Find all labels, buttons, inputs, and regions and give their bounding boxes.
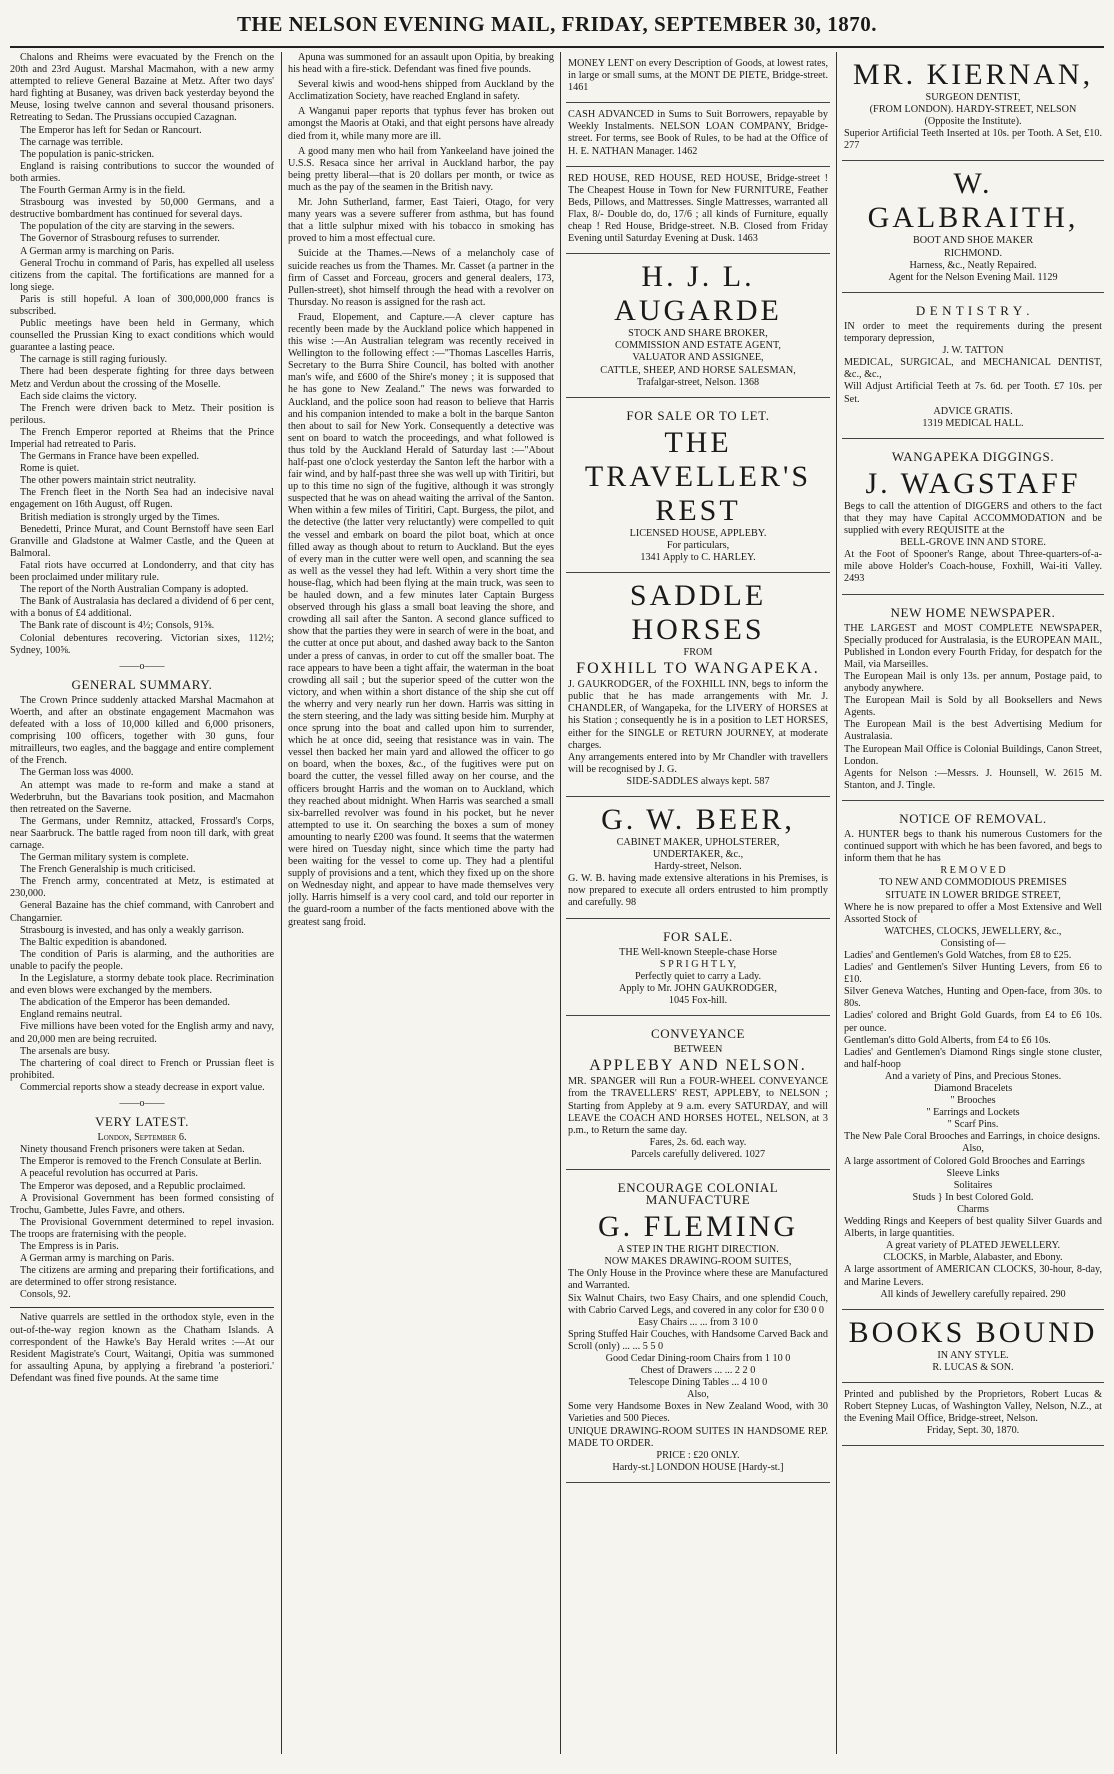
ad-line: Harness, &c., Neatly Repaired. [909,259,1037,271]
summary-paragraph: The arsenals are busy. [20,1045,110,1057]
summary-paragraph: The French army, concentrated at Metz, is estimated at 230,000. [10,876,274,900]
advertisement-hjl-augarde [566,254,830,397]
ad-line: Wedding Rings and Keepers of best quality Silver Guards and Alberts, in large quantities. [844,1216,1102,1240]
ad-line: Ladies' colored and Bright Gold Guards, from £4 to £6 10s. per ounce. [844,1010,1102,1034]
ad-heading: D E N T I S T R Y . [915,302,1031,318]
ad-subheading: BETWEEN [673,1044,723,1056]
news-paragraph: Colonial debentures recovering. Victorian sixes, 112½; Sydney, 100⅝. [10,632,274,656]
advertisement-imprint [842,1383,1104,1446]
ad-title: MR. KIERNAN, [852,58,1094,91]
ad-line: For particulars, [666,539,730,551]
ad-line: Spring Stuffed Hair Couches, with Handsome Carved Back and Scroll (only) ... ... 5 5 0 [568,1328,828,1352]
ad-heading: FOR SALE. [663,928,733,944]
summary-paragraph: The Crown Prince suddenly attacked Marshal Macmahon at Woerth, and after an obstinate engagement Macmahon was defeated with a loss of 10,000 killed and 6,000 prisoners, comprising 100 officers, together with 30 guns, four mitrailleurs, two eagles, and the baggage and entire complement of the French. [10,694,274,767]
news-paragraph: The population is panic-stricken. [20,148,155,160]
ad-line: (FROM LONDON). HARDY-STREET, NELSON [869,104,1077,116]
ad-line: LICENSED HOUSE, APPLEBY. [629,527,767,539]
summary-paragraph: Strasbourg is invested, and has only a weakly garrison. [20,924,244,936]
ad-line: Diamond Bracelets [933,1083,1013,1094]
ad-line: Good Cedar Dining-room Chairs from 1 10 0 [605,1353,791,1364]
column-advertisements-2 [842,52,1104,1754]
summary-paragraph: Five millions have been voted for the English army and navy, and 20,000 men are being recruited. [10,1021,274,1045]
ad-line: MONEY LENT on every Description of Goods, at lowest rates, in large or small sums, at the MONT DE PIETE, Bridge-street. 1461 [568,58,828,94]
ad-line: 1341 Apply to C. HARLEY. [640,551,756,563]
ad-line: The European Mail Office is Colonial Buildings, Canon Street, London. [844,743,1102,767]
newspaper-page [10,0,1104,1764]
latest-paragraph: The Emperor was deposed, and a Republic proclaimed. [20,1180,246,1192]
news-paragraph: The Bank of Australasia has declared a dividend of 6 per cent, with a bonus of £4 additional. [10,596,274,620]
ad-line: Ladies' and Gentlemen's Silver Hunting Levers, from £6 to £10. [844,962,1102,986]
ad-line: Fares, 2s. 6d. each way. [649,1136,747,1148]
news-paragraph: Strasbourg was invested by 50,000 Germans, and a destructive bombardment has continued for several days. [10,197,274,221]
ad-line: " Scarf Pins. [947,1119,999,1131]
ad-line: Begs to call the attention of DIGGERS and others to the fact that they may have Capital ACCOMMODATION and be supplied with every REQUISITE at the [844,500,1102,537]
ad-line: TO NEW AND COMMODIOUS PREMISES [879,877,1067,889]
ad-line: Perfectly quiet to carry a Lady. [634,970,762,982]
advertisement-fleming [566,1170,830,1483]
ad-line: 1045 Fox-hill. [668,995,728,1007]
latest-paragraph: A Provisional Government has been formed consisting of Trochu, Gambette, Jules Favre, and others. [10,1192,274,1216]
ad-line: " Brooches [950,1095,996,1107]
latest-paragraph: A peaceful revolution has occurred at Paris. [20,1168,198,1180]
local-news-paragraph: Mr. John Sutherland, farmer, East Taieri, Otago, for very many years was a severe sufferer from asthma, but has found that a little sulphur mixed with his tobacco in smoking has proved to him a most effectual cure. [288,197,554,245]
ad-title: BOOKS BOUND [848,1315,1098,1349]
ad-subheading: A STEP IN THE RIGHT DIRECTION. [617,1244,779,1256]
ad-line: Will Adjust Artificial Teeth at 7s. 6d. per Tooth. £7 10s. per Set. [844,381,1102,405]
summary-paragraph: The French Generalship is much criticised. [20,864,196,876]
ad-line: Also, [962,1143,984,1155]
column-rule [281,52,282,1754]
news-paragraph: The French Emperor reported at Rheims that the Prince Imperial had retreated to Paris. [10,426,274,450]
ad-heading: WANGAPEKA DIGGINGS. [891,448,1055,464]
ad-line: MEDICAL, SURGICAL, and MECHANICAL DENTIST, &c., &c., [844,357,1102,381]
news-paragraph: The Fourth German Army is in the field. [20,185,186,197]
summary-paragraph: The chartering of coal direct to French or Prussian fleet is prohibited. [10,1057,274,1081]
advertisement-newspaper [842,595,1104,801]
ad-line: IN ANY STYLE. [937,1349,1009,1361]
ad-title: J. WAGSTAFF [865,466,1081,500]
ad-subheading: FROM [683,647,713,659]
news-paragraph: The Governor of Strasbourg refuses to surrender. [20,233,220,245]
ad-line: COMMISSION AND ESTATE AGENT, [615,340,781,352]
ad-line: Ladies' and Gentlemen's Diamond Rings single stone cluster, and half-hoop [844,1046,1102,1070]
advertisement-for-sale [566,919,830,1017]
ad-line: UNIQUE DRAWING-ROOM SUITES IN HANDSOME REP. MADE TO ORDER. [568,1425,828,1449]
ad-heading: ENCOURAGE COLONIAL MANUFACTURE [617,1179,779,1208]
latest-paragraph: The Empress is in Paris. [20,1241,119,1252]
news-paragraph: The report of the North Australian Company is adopted. [20,584,249,596]
ad-line: CATTLE, SHEEP, AND HORSE SALESMAN, [600,364,796,376]
ad-line: SITUATE IN LOWER BRIDGE STREET, [885,889,1061,901]
local-news-paragraph: Suicide at the Thames.—News of a melancholy case of suicide reaches us from the Thames. Mr. Casset (a partner in the firm of Casset and Forceau, grocers and general dealers, 173, Pullen-street), shot himself through the head with a revolver on Thursday. No reason is assigned for the rash act. [288,248,554,308]
native-paragraph: Native quarrels are settled in the orthodox style, even in the out-of-the-way region known as the Chatham Islands. A correspondent of the Hawke's Bay Herald writes :—At our Resident Magistrate's Court, Waitangi, Opitia was summoned for assaulting Apuna, by applying a firebrand 'a posteriori.' Defendant was fined five pounds. At the same time [10,1312,274,1384]
ad-line: PRICE : £20 ONLY. [656,1449,740,1461]
column-news [10,52,274,1754]
summary-paragraph: The Germans, under Remnitz, attacked, Frossard's Corps, near Saarbruck. The battle raged from noon till dark, with great carnage. [10,815,274,851]
section-heading: GENERAL SUMMARY. [71,676,213,692]
ad-line: Solitaires [953,1179,993,1191]
ad-heading: CONVEYANCE [650,1026,746,1042]
ad-heading: NOTICE OF REMOVAL. [899,810,1047,826]
news-paragraph: Public meetings have been held in Germany, which counselled the Prussian King to exact conditions which would guarantee a lasting peace. [10,318,274,354]
ad-line: At the Foot of Spooner's Range, about Three-quarters-of-a-mile above Holder's Coach-house, Foxhill, Wai-iti Valley. 2493 [844,549,1102,585]
ad-title: G. FLEMING [598,1210,798,1244]
ad-line: J. GAUKRODGER, of the FOXHILL INN, begs to inform the public that he has made arrangements with Mr. J. CHANDLER, of Wangapeka, for the LIVERY of HORSES at his Station ; consequently he is in a position to LET HORSES, either for the SINGLE or RETURN JOURNEY, at moderate charges. [568,679,828,751]
advertisement-for-sale-let [566,398,830,573]
ad-line: RED HOUSE, RED HOUSE, RED HOUSE, Bridge-street ! The Cheapest House in Town for New FURNITURE, Feather Beds, Pillows, and Mattresses. Single Mattresses, warranted all Flax, 8/- Double do, do, 17/6 ; all kinds of Furniture, equally cheap ! Red House, Bridge-street. N.B. Closed from Friday Evening until Saturday Evening at Dusk. 1463 [568,172,828,245]
ad-line: Charms [957,1203,989,1215]
ad-line: Friday, Sept. 30, 1870. [926,1425,1020,1437]
ad-line: Chest of Drawers ... ... 2 2 0 [640,1365,756,1377]
local-news-paragraph: Apuna was summoned for an assault upon Opitia, by breaking his head with a fire-stick. Defendant was fined five pounds. [288,52,554,76]
ad-title-secondary: APPLEBY AND NELSON. [589,1057,807,1075]
news-paragraph: Each side claims the victory. [20,390,137,402]
latest-paragraph: Ninety thousand French prisoners were taken at Sedan. [20,1144,245,1156]
section-heading: VERY LATEST. [95,1114,189,1130]
ad-line: And a variety of Pins, and Precious Stones. [884,1070,1062,1082]
dateline: London, September 6. [97,1132,187,1144]
advertisement-conveyance [566,1016,830,1170]
column-advertisements-1 [566,52,830,1754]
summary-paragraph: England remains neutral. [20,1009,123,1021]
news-paragraph: Rome is quiet. [20,463,80,475]
ad-line: G. W. B. having made extensive alterations in his Premises, is now prepared to execute all orders entrusted to him promptly and carefully. 98 [568,873,828,909]
ad-line: STOCK AND SHARE BROKER, [628,328,768,340]
news-paragraph: There had been desperate fighting for three days between Metz and Verdun about the crossing of the Moselle. [10,366,274,390]
news-paragraph: England is raising contributions to succor the wounded of both armies. [10,160,274,184]
news-paragraph: Fatal riots have occurred at Londonderry, and that city has been proclaimed under military rule. [10,559,274,584]
ad-line: A. HUNTER begs to thank his numerous Customers for the continued support with which he has been favored, and begs to inform them that he has [844,829,1102,865]
ad-line: Also, [687,1389,709,1401]
summary-paragraph: The German military system is complete. [20,852,189,864]
news-paragraph: The carnage is still raging furiously. [20,354,168,366]
ad-title-secondary: FOXHILL TO WANGAPEKA. [576,660,820,678]
ad-heading: NEW HOME NEWSPAPER. [890,604,1056,620]
ad-line: Superior Artificial Teeth Inserted at 10s. per Tooth. A Set, £10. 277 [844,128,1102,152]
ad-line: NOW MAKES DRAWING-ROOM SUITES, [604,1256,792,1268]
ad-line: BELL-GROVE INN AND STORE. [900,537,1046,549]
ad-line: A great variety of PLATED JEWELLERY. [885,1240,1061,1252]
ad-line: " Earrings and Lockets [926,1107,1020,1119]
ad-line: Trafalgar-street, Nelson. 1368 [636,376,760,388]
ad-line: J. W. TATTON [942,345,1004,357]
masthead [10,8,1104,48]
advertisement-gw-beer [566,797,830,919]
ad-line: Any arrangements entered into by Mr Chandler with travellers will be recognised by J. G. [568,751,828,775]
advertisement-saddle-horses [566,573,830,797]
ad-line: The European Mail is only 13s. per annum, Postage paid, to anybody anywhere. [844,671,1102,695]
ad-line: S P R I G H T L Y, [659,958,737,970]
summary-paragraph: General Bazaine has the chief command, with Canrobert and Changarnier. [10,900,274,924]
latest-paragraph: A German army is marching on Paris. [20,1253,175,1265]
column-local-news [288,52,554,1754]
ad-line: Sleeve Links [946,1167,1000,1179]
section-divider: ——o—— [119,660,165,672]
ad-line: All kinds of Jewellery carefully repaired. 290 [880,1288,1066,1300]
summary-paragraph: In the Legislature, a stormy debate took place. Recrimination and even blows were exchanged by the members. [10,973,274,997]
advertisement-removal [842,801,1104,1310]
ad-heading: FOR SALE OR TO LET. [626,407,770,423]
latest-paragraph: The Provisional Government determined to repel invasion. The troops are fraternising with the people. [10,1216,274,1240]
news-paragraph: General Trochu in command of Paris, has expelled all useless citizens from the capital. The fortifications are manned for a long siege. [10,257,274,293]
local-news-paragraph: Several kiwis and wood-hens shipped from Auckland by the Acclimatization Society, have reached England in safety. [288,79,554,103]
ad-line: CLOCKS, in Marble, Alabaster, and Ebony. [883,1252,1063,1264]
news-paragraph: The Germans in France have been expelled. [20,451,200,463]
summary-paragraph: The German loss was 4000. [20,767,134,779]
news-paragraph: The Emperor has left for Sedan or Rancourt. [20,124,202,136]
ad-line: The Only House in the Province where these are Manufactured and Warranted. [568,1268,828,1292]
ad-title: H. J. L. AUGARDE [614,260,782,328]
ad-line: Where he is now prepared to offer a Most Extensive and Well Assorted Stock of [844,901,1102,925]
ad-line: BOOT AND SHOE MAKER [912,235,1034,247]
ad-line: Consisting of— [940,937,1006,949]
ad-line: (Opposite the Institute). [924,116,1022,128]
ad-line: Six Walnut Chairs, two Easy Chairs, and one splendid Couch, with Cabrio Carved Legs, and covered in any color for £30 0 0 [568,1292,828,1316]
ad-line: Silver Geneva Watches, Hunting and Open-face, from 30s. to 80s. [844,986,1102,1010]
news-paragraph: The Bank rate of discount is 4½; Consols, 91⅝. [20,620,215,632]
advertisement-wangapeka [842,439,1104,595]
ad-line: Parcels carefully delivered. 1027 [630,1148,766,1160]
news-paragraph: A German army is marching on Paris. [20,245,175,257]
latest-paragraph: The citizens are arming and preparing their fortifications, and are determined to offer strong resistance. [10,1265,274,1289]
summary-paragraph: Commercial reports show a steady decrease in export value. [20,1081,265,1093]
ad-line: UNDERTAKER, &c., [652,849,744,861]
summary-paragraph: The Baltic expedition is abandoned. [20,936,167,948]
column-rule [560,52,561,1754]
ad-line: THE LARGEST and MOST COMPLETE NEWSPAPER, Specially produced for Australasia, is the EUROPEAN MAIL, Published in London every Fourth Friday, for despatch for the Mail, via Marseilles. [844,622,1102,670]
advertisement-galbraith [842,161,1104,292]
ad-line: The European Mail is Sold by all Booksellers and News Agents. [844,695,1102,719]
advertisement-books-bound [842,1310,1104,1383]
news-paragraph: Chalons and Rheims were evacuated by the French on the 20th and 23rd August. Marshal Macmahon, with a new army attempted to relieve General Bazaine at Metz. After two days' hard fighting at Busaney, was driven back yesterday beyond the Meuse, losing twelve cannon and several thousand prisoners. Retreating to Sedan. The Prussians occupied Cazagnan. [10,52,274,124]
ad-line: Apply to Mr. JOHN GAUKRODGER, [619,982,777,994]
summary-paragraph: An attempt was made to re-form and make a stand at Wederbruhn, but the Bavarians took position, and Macmahon then retreated on the Saverne. [10,779,274,815]
ad-line: Telescope Dining Tables ... 4 10 0 [628,1377,768,1389]
news-paragraph: Benedetti, Prince Murat, and Count Bernstoff have seen Earl Granville and Gladstone at Walmer Castle, and the Queen at Balmoral. [10,523,274,559]
ad-line: Gentleman's ditto Gold Alberts, from £4 to £6 10s. [844,1034,1051,1046]
ad-line: MR. SPANGER will Run a FOUR-WHEEL CONVEYANCE from the TRAVELLERS' REST, APPLEBY, to NELSON ; Starting from Appleby at 9 a.m. every SATURDAY, and will LEAVE the COACH AND HORSES HOTEL, NELSON, at 3 p.m., to Return the same day. [568,1076,828,1136]
ad-line: THE Well-known Steeple-chase Horse [619,946,777,958]
ad-line: Hardy-street, Nelson. [654,861,742,873]
news-paragraph: The French were driven back to Metz. Their position is perilous. [10,402,274,426]
ad-line: A large assortment of Colored Gold Brooches and Earrings [844,1155,1085,1167]
local-news-paragraph: Fraud, Elopement, and Capture.—A clever capture has recently been made by the Auckland police which happened in this wise :—An Australian telegram was recently received in Wellington to the following effect :—"Thomas Lascelles Harris, Secretary to the Burra Shire Council, has bolted with another man's wife, and £600 of the Shire's money ; it is supposed that he has gone to New Zealand." The news was forwarded to Auckland, and the police soon had reason to believe that Harris and his companion intended to make a bolt in the barque Santon then about to sail for New York. Consequently a detective was sent on board to watch the proceedings, and what followed is thus told by the Auckland Herald of Saturday last :—"About half-past one o'clock yesterday the Santon left the harbor with a fair wind, and by half-past three she was well up with Tiritiri, but up to this time no sign of the fugitive, although it was strongly suspected that he was on ahead waiting the arrival of the Santon. When within a few miles of Tiritiri, Capt. Burgess, the pilot, and the detective (the latter very reluctantly) were compelled to quit the vessel and embark on board the pilot boat, which at once filled away as though about to return to Auckland. But the eyes of every man in the cutter were well open, and scanning the sea as well as the vessel they had left. Within a very short time the house-flag, which had been flying at the main truck, was seen to be hauled down, and a few minutes later Captain Burgess observed through his glass a small boat leaving the shore, and crowding all sail after the Santon. A second glance sufficed to show that the parties they were in search of were in the boat, and the cutter at once put about, and dashed away back to the Santon under a press of canvas, in order to cut off the smaller boat. The race appears to have been a tight affair, the waterman in the boat crowding all sail ; but the superior speed of the cutter won the victory, and when within a short distance of the ship she cut off the wherry and very nearly run her down. Harris was sitting in the stern steering, and the lady was sitting beside him. Murphy at once sprung into the boat and called upon him to surrender, which he at once did, seeing that resistance was in vain. The vessel then backed her main yard and allowed the officer to go on board, when the boxes, &c., of the fugitives were put on board the cutter, the vessel filled away on her course, and the officers brought Harris and the woman on to Auckland, which they reached about midnight. When Harris was searched a small six-barrelled revolver was found in his pocket, but he never attempted to use it. On searching the boxes a sum of money amounting to nearly £200 was found. It seems that the watermen were hired on Tuesday night, since which time the party had been waiting for the vessel to come up. They had a plentiful supply of provisions and a tent, which they fixed up on the shore on Wednesday night, and appear to have made themselves very jolly. Harris himself is a very cool card, and told our reporter in the guard-room a number of the facts mentioned above with the greatest sang froid. [288,311,554,928]
ad-line: RICHMOND. [943,247,1003,259]
ad-title: THE TRAVELLER'S REST [584,425,812,527]
ad-line: Easy Chairs ... ... from 3 10 0 [638,1316,758,1328]
advertisement-red-house [566,167,830,255]
ad-title: SADDLE HORSES [629,579,767,647]
ad-line: WATCHES, CLOCKS, JEWELLERY, &c., [884,925,1062,937]
news-paragraph: The carnage was terrible. [20,136,123,148]
ad-title: W. GALBRAITH, [867,167,1079,235]
latest-paragraph: The Emperor is removed to the French Consulate at Berlin. [20,1156,262,1168]
news-paragraph: The population of the city are starving in the sewers. [20,221,235,233]
advertisement-cash-advanced [566,103,830,166]
news-paragraph: The French fleet in the North Sea had an indecisive naval engagement on 16th August, off Rugen. [10,487,274,511]
ad-line: Ladies' and Gentlemen's Gold Watches, from £8 to £25. [844,949,1072,961]
ad-line: VALUATOR AND ASSIGNEE, [632,352,764,364]
summary-paragraph: The condition of Paris is alarming, and the authorities are unable to pacify the people. [10,948,274,972]
section-divider: ——o—— [119,1097,165,1109]
news-paragraph: Paris is still hopeful. A loan of 300,000,000 francs is subscribed. [10,293,274,317]
ad-line: CABINET MAKER, UPHOLSTERER, [616,837,780,848]
ad-line: Studs } In best Colored Gold. [912,1191,1034,1203]
ad-line: Printed and published by the Proprietors, Robert Lucas & Robert Stepney Lucas, of Washington Valley, Nelson, N.Z., at the Evening Mail Office, Bridge-street, Nelson. [844,1388,1102,1425]
summary-paragraph: The abdication of the Emperor has been demanded. [20,997,230,1009]
ad-line: SURGEON DENTIST, [925,92,1021,103]
advertisement-kiernan [842,52,1104,161]
ad-line: Agents for Nelson :—Messrs. J. Hounsell, W. 2615 M. Stanton, and J. Tingle. [844,767,1102,791]
ad-line: R E M O V E D [940,865,1006,877]
article-separator [10,1307,274,1308]
ad-line: 1319 MEDICAL HALL. [922,417,1024,429]
ad-line: IN order to meet the requirements during the present temporary depression, [844,320,1102,345]
ad-line: Hardy-st.] LONDON HOUSE [Hardy-st.] [612,1461,784,1473]
ad-line: R. LUCAS & SON. [932,1361,1014,1373]
news-paragraph: The other powers maintain strict neutrality. [20,475,196,487]
ad-line: The New Pale Coral Brooches and Earrings, in choice designs. [844,1131,1101,1143]
local-news-paragraph: A good many men who hail from Yankeeland have joined the U.S.S. Resaca since her arrival in Auckland harbor, the pay being pretty liberal—that is 20 dollars per month, or twice as much as the pay of the seamen in the British navy. [288,145,554,193]
news-paragraph: British mediation is strongly urged by the Times. [20,511,220,523]
ad-line: Agent for the Nelson Evening Mail. 1129 [888,271,1058,283]
advertisement-money-lent [566,52,830,103]
local-news-paragraph: A Wanganui paper reports that typhus fever has broken out amongst the Maoris at Otaki, and that eight persons have already died from it, while many more are ill. [288,106,554,142]
ad-line: A large assortment of AMERICAN CLOCKS, 30-hour, 8-day, and Marine Levers. [844,1264,1102,1288]
ad-line: ADVICE GRATIS. [933,405,1013,417]
advertisement-dentistry [842,293,1104,439]
ad-title: G. W. BEER, [601,803,795,836]
ad-line: CASH ADVANCED in Sums to Suit Borrowers, repayable by Weekly Instalments. NELSON LOAN COMPANY, Bridge-street. For terms, see Book of Rules, to be had at the Office of H. E. NATHAN Manager. 1462 [568,109,828,157]
ad-line: Some very Handsome Boxes in New Zealand Wood, with 30 Varieties and 500 Pieces. [568,1401,828,1425]
column-rule [836,52,837,1754]
latest-paragraph: Consols, 92. [20,1289,71,1301]
ad-line: SIDE-SADDLES always kept. 587 [626,775,770,787]
masthead-title: THE NELSON EVENING MAIL, FRIDAY, SEPTEMBER 30, 1870. [237,12,877,36]
ad-line: The European Mail is the best Advertising Medium for Australasia. [844,719,1102,743]
